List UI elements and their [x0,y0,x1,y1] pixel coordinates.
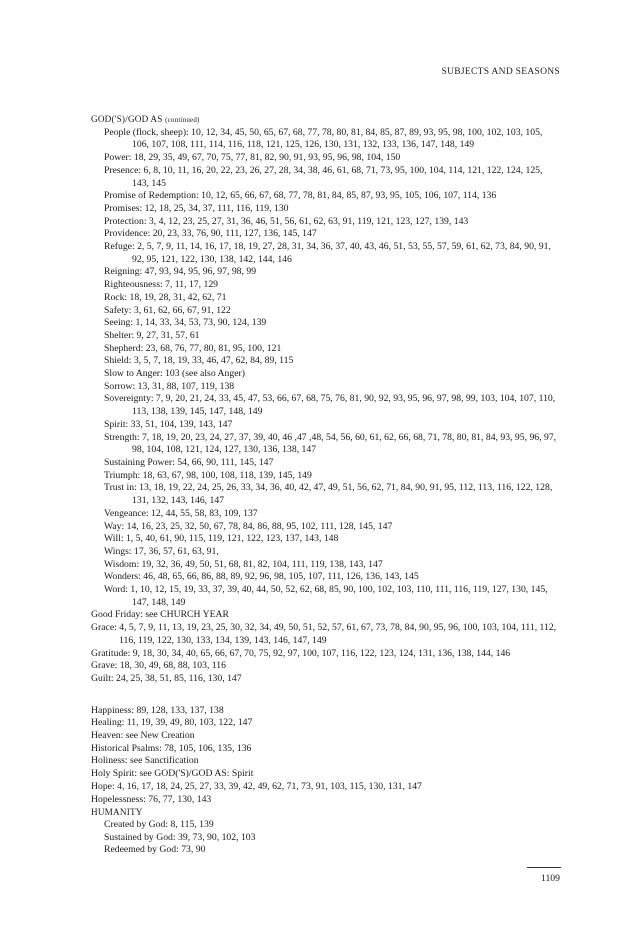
index-subentry: Reigning: 47, 93, 94, 95, 96, 97, 98, 99 [104,266,257,278]
index-subentry: Refuge: 2, 5, 7, 9, 11, 14, 16, 17, 18, 19, 27, 28, 31, 34, 36, 37, 40, 43, 46, 51, 53, 55, 57, 59, 61, 62, 73, 84, 90, 91, 92, 95, 121, 122, 130, 138, 142, 144, 146 [104,241,551,265]
index-entry: Happiness: 89, 128, 133, 137, 138 [91,704,224,716]
index-subentry: Redeemed by God: 73, 90 [104,844,206,856]
index-entry: Good Friday: see CHURCH YEAR [91,609,229,621]
index-subentry: Created by God: 8, 115, 139 [104,818,214,830]
index-entry: Historical Psalms: 78, 105, 106, 135, 136 [91,742,252,754]
index-entry: Healing: 11, 19, 39, 49, 80, 103, 122, 147 [91,717,253,729]
index-subentry: Promises: 12, 18, 25, 34, 37, 111, 116, 119, 130 [104,202,289,214]
index-entry: Grave: 18, 30, 49, 68, 88, 103, 116 [91,660,226,672]
letter-group-gap [91,686,561,705]
index-subentry: Sorrow: 13, 31, 88, 107, 119, 138 [104,380,235,392]
index-subentry: Shepherd: 23, 68, 76, 77, 80, 81, 95, 100, 121 [104,342,282,354]
index-subentry: Righteousness: 7, 11, 17, 129 [104,279,219,291]
index-subentry: Wisdom: 19, 32, 36, 49, 50, 51, 68, 81, 82, 104, 111, 119, 138, 143, 147 [104,558,383,570]
index-subentry: Rock: 18, 19, 28, 31, 42, 62, 71 [104,291,227,303]
index-subentry: Shelter: 9, 27, 31, 57, 61 [104,329,200,341]
section-heading-humanity: HUMANITY [91,807,143,818]
index-subentry: Will: 1, 5, 40, 61, 90, 115, 119, 121, 122, 123, 137, 143, 148 [104,533,339,545]
index-subentry: Trust in: 13, 18, 19, 22, 24, 25, 26, 33, 34, 36, 40, 42, 47, 49, 51, 56, 62, 71, 84, 90, 91, 95, 112, 113, 116, 122, 128, 131, 132, 143, 146, 147 [104,482,553,507]
index-subentry: Way: 14, 16, 23, 25, 32, 50, 67, 78, 84, 86, 88, 95, 102, 111, 128, 145, 147 [104,520,393,532]
index-subentry: Sustained by God: 39, 73, 90, 102, 103 [104,831,256,843]
index-entry: Holy Spirit: see GOD('S)/GOD AS: Spirit [91,768,254,780]
index-entry: Heaven: see New Creation [91,730,195,742]
index-subentry: Spirit: 33, 51, 104, 139, 143, 147 [104,418,233,430]
index-subentry: Wonders: 46, 48, 65, 66, 86, 88, 89, 92, 96, 98, 105, 107, 111, 126, 136, 143, 145 [104,571,419,583]
page-number: 1109 [540,873,560,884]
index-subentry: Slow to Anger: 103 (see also Anger) [104,368,245,380]
index-entry: Gratitude: 9, 18, 30, 34, 40, 65, 66, 67, 70, 75, 92, 97, 100, 107, 116, 122, 123, 124, 131, 136, 138, 144, 146 [91,647,511,659]
index-entry: Guilt: 24, 25, 38, 51, 85, 116, 130, 147 [91,672,242,684]
index-subentry: Sustaining Power: 54, 66, 90, 111, 145, 147 [104,456,274,468]
index-entry: Hope: 4, 16, 17, 18, 24, 25, 27, 33, 39, 42, 49, 62, 71, 73, 91, 103, 115, 130, 131, 147 [91,780,422,792]
continued-note: (continued) [165,116,200,124]
subject-index [91,113,561,857]
index-subentry: Safety: 3, 61, 62, 66, 67, 91, 122 [104,304,231,316]
index-subentry: Wings: 17, 36, 57, 61, 63, 91, [104,545,219,557]
index-subentry: Strength: 7, 18, 19, 20, 23, 24, 27, 37, 39, 40, 46 ,47 ,48, 54, 56, 60, 61, 62, 66, 68, 71, 78, 80, 81, 84, 93, 95, 96, 97, 98, 104, 108, 121, 124, 127, 130, 136, 138, 147 [104,431,557,456]
index-subentry: Protection: 3, 4, 12, 23, 25, 27, 31, 36, 46, 51, 56, 61, 62, 63, 91, 119, 121, 123, 127, 139, 143 [104,215,469,227]
section-heading-text: GOD('S)/GOD AS [91,114,163,124]
index-subentry: Word: 1, 10, 12, 15, 19, 33, 37, 39, 40, 44, 50, 52, 62, 68, 85, 90, 100, 102, 103, 110, 111, 116, 119, 127, 130, 145, 147, 148, 149 [104,584,548,608]
index-subentry: Triumph: 18, 63, 67, 98, 100, 108, 118, 139, 145, 149 [104,469,312,481]
page-number-rule [527,867,561,868]
index-subentry: People (flock, sheep): 10, 12, 34, 45, 50, 65, 67, 68, 77, 78, 80, 81, 84, 85, 87, 89, 93, 95, 98, 100, 102, 103, 105, 106, 107, 108, 111, 114, 116, 118, 121, 125, 126, 130, 131, 132, 133, 136, 147, 148, 149 [104,126,543,151]
index-entry: Hopelessness: 76, 77, 130, 143 [91,793,212,805]
index-subentry: Sovereignty: 7, 9, 20, 21, 24, 33, 45, 47, 53, 66, 67, 68, 75, 76, 81, 90, 92, 93, 95, 96, 97, 98, 99, 103, 104, 107, 110, 113, 138, 139, 145, 147, 148, 149 [104,393,556,418]
index-subentry: Shield: 3, 5, 7, 18, 19, 33, 46, 47, 62, 84, 89, 115 [104,355,294,367]
index-entry: Grace: 4, 5, 7, 9, 11, 13, 19, 23, 25, 30, 32, 34, 49, 50, 51, 52, 57, 61, 67, 73, 78, 84, 90, 95, 96, 100, 103, 104, 111, 112, 116, 119, 122, 130, 133, 134, 139, 143, 146, 147, 149 [91,622,557,646]
section-heading-god [91,113,561,127]
index-subentry: Seeing: 1, 14, 33, 34, 53, 73, 90, 124, 139 [104,317,267,329]
index-subentry: Promise of Redemption: 10, 12, 65, 66, 67, 68, 77, 78, 81, 84, 85, 87, 93, 95, 105, 106, 107, 114, 136 [104,190,497,202]
index-subentry: Vengeance: 12, 44, 55, 58, 83, 109, 137 [104,507,258,519]
index-subentry: Power: 18, 29, 35, 49, 67, 70, 75, 77, 81, 82, 90, 91, 93, 95, 96, 98, 104, 150 [104,152,401,164]
running-head: SUBJECTS AND SEASONS [441,67,560,77]
index-entry: Holiness: see Sanctification [91,755,199,767]
index-subentry: Presence: 6, 8, 10, 11, 16, 20, 22, 23, 26, 27, 28, 34, 38, 46, 61, 68, 71, 73, 95, 100, 104, 114, 121, 122, 124, 125, 143, 145 [104,164,543,189]
index-subentry: Providence: 20, 23, 33, 76, 90, 111, 127, 136, 145, 147 [104,228,317,240]
